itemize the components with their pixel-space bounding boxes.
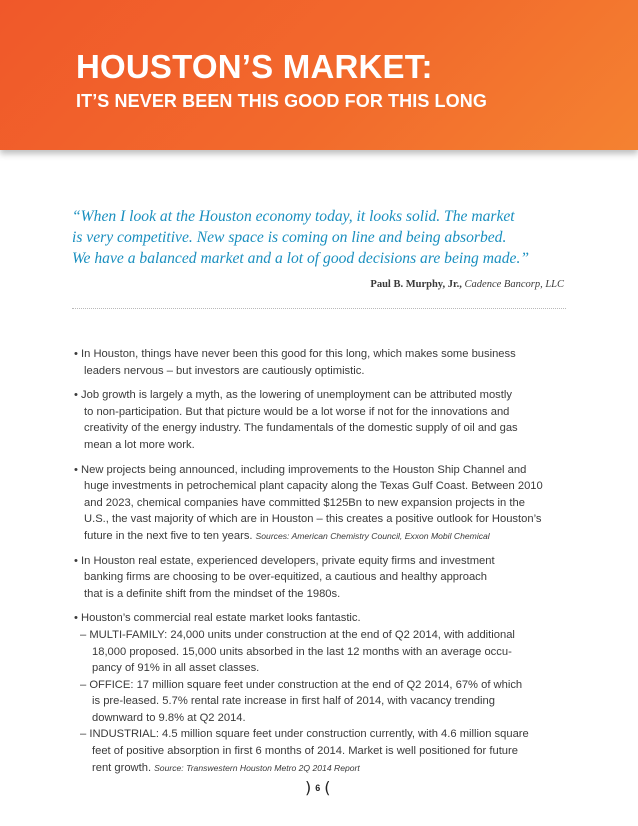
bullet-line: huge investments in petrochemical plant capacity along the Texas Gulf Coast. Between 2010 <box>84 480 543 493</box>
bullet-text: future in the next five to ten years. <box>84 529 253 542</box>
bullet-line: that is a definite shift from the mindset of the 1980s. <box>84 587 341 600</box>
bullet-line: creativity of the energy industry. The fundamentals of the domestic supply of oil and gas <box>84 422 518 435</box>
sub-line: pancy of 91% in all asset classes. <box>92 662 260 675</box>
source-citation: Source: Transwestern Houston Metro 2Q 2014 Report <box>154 762 360 773</box>
sub-line: feet of positive absorption in first 6 months of 2014. Market is well positioned for future <box>92 745 518 758</box>
sub-line: is pre-leased. 5.7% rental rate increase in first half of 2014, with vacancy trending <box>92 695 495 708</box>
page-bracket-left: ) <box>305 778 312 797</box>
page-bracket-right: ( <box>324 778 331 797</box>
quote-attribution <box>370 279 564 290</box>
sub-line: – OFFICE: 17 million square feet under construction at the end of Q2 2014, 67% of which <box>80 678 523 691</box>
sub-line: 18,000 proposed. 15,000 units absorbed in the last 12 months with an average occu- <box>92 645 512 658</box>
bullet-line: • Houston’s commercial real estate market looks fantastic. <box>74 612 361 625</box>
pull-quote <box>72 206 572 269</box>
page-subtitle: IT’S NEVER BEEN THIS GOOD FOR THIS LONG <box>76 91 487 111</box>
source-citation: Sources: American Chemistry Council, Exxon Mobil Chemical <box>255 530 490 541</box>
sub-line: – MULTI-FAMILY: 24,000 units under construction at the end of Q2 2014, with additional <box>80 628 515 641</box>
bullet-line: • In Houston, things have never been this good for this long, which makes some business <box>74 348 516 360</box>
sub-line: downward to 9.8% at Q2 2014. <box>92 711 246 724</box>
bullet-line: mean a lot more work. <box>84 438 195 451</box>
bullet-line: and 2023, chemical companies have committed $125Bn to new expansion projects in the <box>84 496 525 509</box>
sub-item-industrial <box>74 726 574 776</box>
bullet-line: • Job growth is largely a myth, as the lowering of unemployment can be attributed mostly <box>74 389 512 402</box>
sub-item-multifamily <box>74 627 574 677</box>
bullet-line: U.S., the vast majority of which are in Houston – this creates a positive outlook for Houston’s <box>84 513 542 526</box>
attribution-org: Cadence Bancorp, LLC <box>464 279 564 290</box>
bullet-line: • In Houston real estate, experienced developers, private equity firms and investment <box>74 554 495 567</box>
bullet-item <box>74 610 574 776</box>
header-banner <box>0 0 638 150</box>
quote-line: is very competitive. New space is coming on line and being absorbed. <box>72 229 507 246</box>
sub-line-with-source <box>74 760 574 777</box>
bullet-item <box>74 346 574 379</box>
bullet-item <box>74 462 574 545</box>
sub-text: rent growth. <box>92 761 152 774</box>
page-number <box>305 778 331 797</box>
sub-line: – INDUSTRIAL: 4.5 million square feet under construction currently, with 4.6 million square <box>80 728 529 741</box>
page-title: HOUSTON’S MARKET: <box>76 48 433 85</box>
bullet-line: • New projects being announced, including improvements to the Houston Ship Channel and <box>74 463 527 476</box>
bullet-list <box>74 346 574 784</box>
bullet-line-with-source <box>74 528 574 545</box>
attribution-name: Paul B. Murphy, Jr., <box>370 279 462 290</box>
sub-item-office <box>74 677 574 727</box>
bullet-line: leaders nervous – but investors are cautiously optimistic. <box>84 364 365 377</box>
bullet-line: banking firms are choosing to be over-equitized, a cautious and healthy approach <box>84 571 488 584</box>
quote-line: “When I look at the Houston economy today, it looks solid. The market <box>72 208 515 225</box>
quote-line: We have a balanced market and a lot of good decisions are being made.” <box>72 250 530 267</box>
bullet-line: to non-participation. But that picture would be a lot worse if not for the innovations and <box>84 405 510 418</box>
bullet-item <box>74 387 574 453</box>
dotted-divider <box>72 308 566 309</box>
bullet-item <box>74 553 574 603</box>
page-number-value: 6 <box>315 782 321 793</box>
